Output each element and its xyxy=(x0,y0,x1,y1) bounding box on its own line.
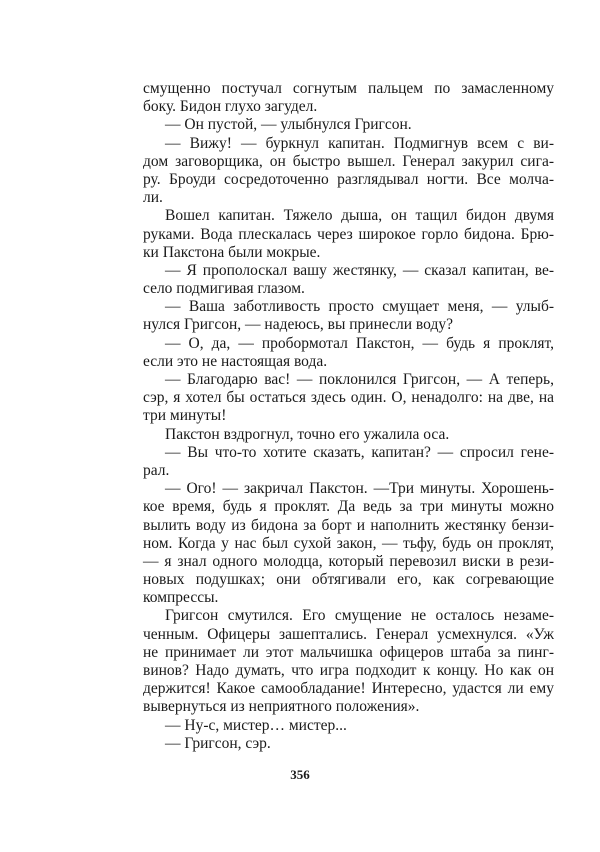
text-line: Вошел капитан. Тяжело дыша, он тащил бидон двумя xyxy=(165,207,554,225)
text-line: — Ваша заботливость просто смущает меня, — улыб- xyxy=(165,298,554,316)
text-line: смущенно постучал согнутым пальцем по замасленному xyxy=(143,80,554,97)
text-line: сэр, я хотел бы остаться здесь один. О, ненадолго: на две, на xyxy=(143,389,554,407)
text-line: ру. Броуди сосредоточенно разглядывал ногти. Все молча- xyxy=(143,170,554,188)
text-line: — Он пустой, — улыбнулся Григсон. xyxy=(165,116,412,134)
text-line: компрессы. xyxy=(143,589,219,607)
text-line: боку. Бидон глухо загудел. xyxy=(143,98,318,116)
text-line: — Я прополоскал вашу жестянку, — сказал капитан, ве- xyxy=(165,261,554,279)
text-line: вывернуться из неприятного положения». xyxy=(143,698,420,716)
text-line: дом заговорщика, он быстро вышел. Генерал закурил сига- xyxy=(143,152,554,170)
text-line: ки Пакстона были мокрые. xyxy=(143,243,321,261)
text-line: село подмигивая глазом. xyxy=(143,280,305,298)
text-line: ли. xyxy=(143,189,163,207)
text-line: не принимает ли этот мальчишка офицеров штаба за пинг- xyxy=(143,643,554,661)
text-line: вылить воду из бидона за борт и наполнить жестянку бензи- xyxy=(143,516,554,534)
text-line: — Ого! — закричал Пакстон. —Три минуты. Хорошень- xyxy=(165,480,554,498)
text-line: ченным. Офицеры зашептались. Генерал усмехнулся. «Уж xyxy=(143,625,554,643)
text-line: — я знал одного молодца, который перевозил виски в рези- xyxy=(143,552,554,570)
text-line: три минуты! xyxy=(143,407,227,425)
text-line: — Григсон, сэр. xyxy=(165,734,271,752)
text-line: новых подушках; они обтягивали его, как согревающие xyxy=(143,571,554,589)
text-line: Григсон смутился. Его смущение не осталось незаме- xyxy=(165,607,554,625)
text-line: — О, да, — пробормотал Пакстон, — будь я проклят, xyxy=(165,334,554,352)
text-line: — Вы что-то хотите сказать, капитан? — спросил гене- xyxy=(165,443,554,461)
text-line: — Ну-с, мистер… мистер... xyxy=(165,716,347,734)
text-line: если это не настоящая вода. xyxy=(143,352,328,370)
text-line: рал. xyxy=(143,461,170,479)
text-line: ном. Когда у нас был сухой закон, — тьфу, будь он проклят, xyxy=(143,534,554,552)
text-line: кое время, будь я проклят. Да ведь за три минуты можно xyxy=(143,498,554,516)
text-line: винов? Надо думать, что игра подходит к концу. Но как он xyxy=(143,662,554,679)
text-line: — Вижу! — буркнул капитан. Подмигнув всем с ви- xyxy=(165,134,554,152)
text-line: Пакстон вздрогнул, точно его ужалила оса. xyxy=(165,425,450,443)
text-line: руками. Вода плескалась через широкое горло бидона. Брю- xyxy=(143,225,554,243)
page-number: 356 xyxy=(290,767,310,782)
text-line: нулся Григсон, — надеюсь, вы принесли воду? xyxy=(143,316,453,334)
text-line: держится! Какое самообладание! Интересно, удастся ли ему xyxy=(143,680,554,698)
page-text xyxy=(143,80,554,753)
text-line: — Благодарю вас! — поклонился Григсон, — А теперь, xyxy=(165,371,554,388)
